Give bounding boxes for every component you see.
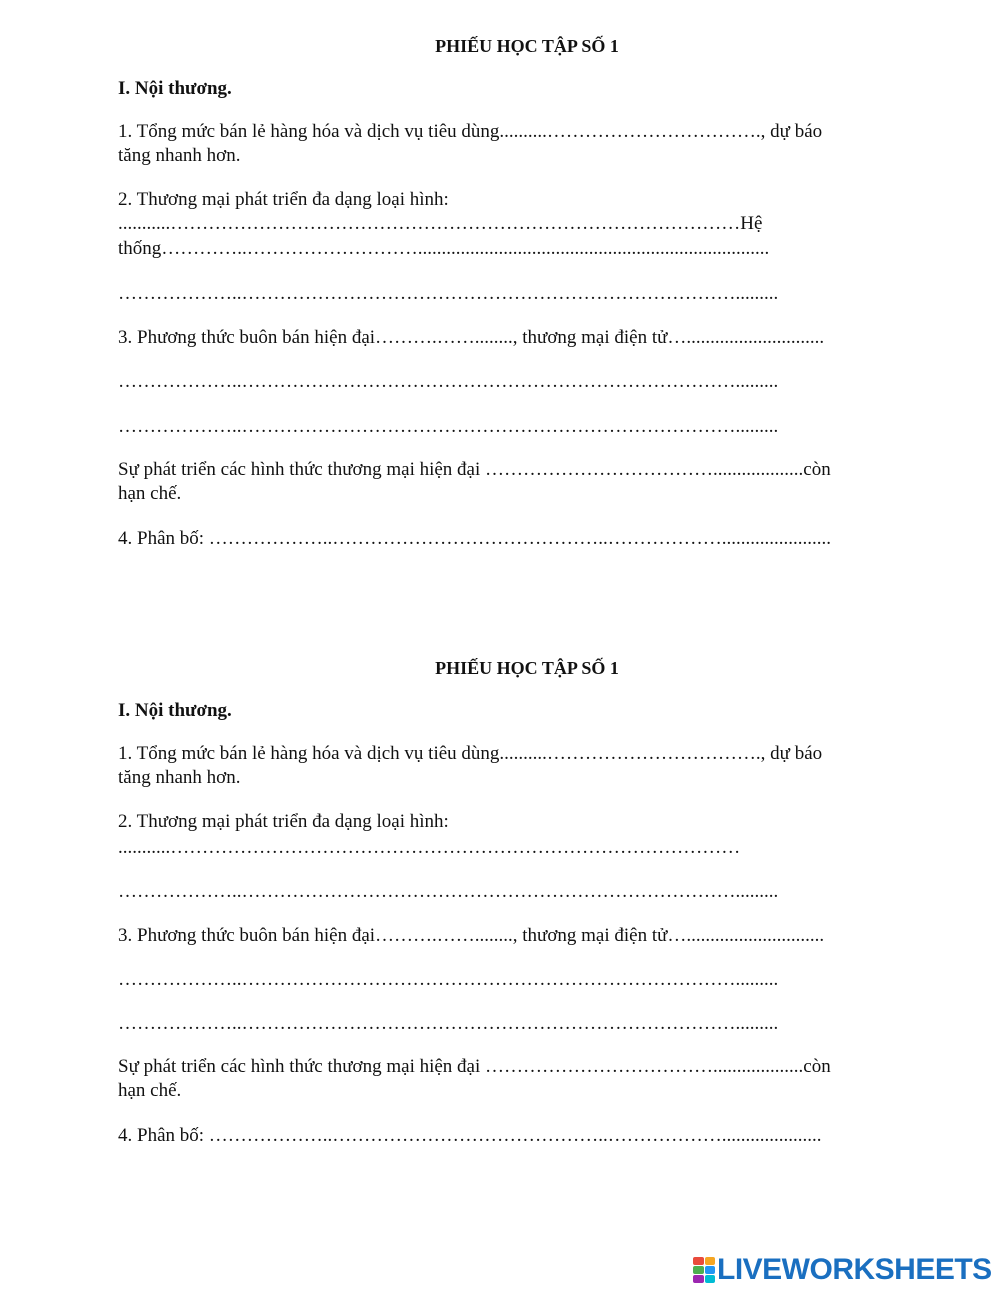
question-2-answer-line[interactable]: ………………..……………………………………………………………………......... xyxy=(118,881,779,902)
liveworksheets-wordmark: LIVEWORKSHEETS xyxy=(717,1253,992,1286)
question-3-line-4[interactable]: Sự phát triển các hình thức thương mại hiện đại ………………………………...................còn xyxy=(118,1056,831,1077)
worksheet-title: PHIẾU HỌC TẬP SỐ 1 xyxy=(435,658,619,678)
question-3-line-5: hạn chế. xyxy=(118,483,182,504)
question-2-answer-line[interactable]: ...........……………………………………………………………………………… xyxy=(118,837,741,858)
section-heading: I. Nội thương. xyxy=(118,700,232,721)
question-2-answer-line[interactable]: ………………..……………………………………………………………………......... xyxy=(118,283,779,304)
question-1-line-1: 1. Tổng mức bán lẻ hàng hóa và dịch vụ tiêu dùng..........……………………………., dự báo xyxy=(118,121,823,142)
question-3-line-5: hạn chế. xyxy=(118,1080,182,1101)
question-2-line-1: 2. Thương mại phát triển đa dạng loại hình: xyxy=(118,811,449,832)
question-4-line[interactable]: 4. Phân bố: ………………..……………………………………..………………..................... xyxy=(118,1125,822,1146)
question-1-line-2: tăng nhanh hơn. xyxy=(118,145,241,166)
question-2-answer-line[interactable]: thống…………..……………………….......................................................................... xyxy=(118,238,770,259)
worksheet-title: PHIẾU HỌC TẬP SỐ 1 xyxy=(435,36,619,56)
question-3-answer-line[interactable]: ………………..……………………………………………………………………......... xyxy=(118,969,779,990)
question-1-line-1: 1. Tổng mức bán lẻ hàng hóa và dịch vụ tiêu dùng..........……………………………., dự báo xyxy=(118,743,823,764)
question-3-line-1[interactable]: 3. Phương thức buôn bán hiện đại……….……........, thương mại điện tử…............................. xyxy=(118,327,825,348)
liveworksheets-logo xyxy=(693,1254,993,1286)
question-2-line-1: 2. Thương mại phát triển đa dạng loại hình: xyxy=(118,189,449,210)
question-3-line-1[interactable]: 3. Phương thức buôn bán hiện đại……….……........, thương mại điện tử…............................. xyxy=(118,925,825,946)
question-3-answer-line[interactable]: ………………..……………………………………………………………………......... xyxy=(118,371,779,392)
liveworksheets-mark-icon xyxy=(693,1257,715,1283)
question-3-answer-line[interactable]: ………………..……………………………………………………………………......... xyxy=(118,1013,779,1034)
question-2-answer-line[interactable]: ...........………………………………………………………………………………Hệ xyxy=(118,213,763,234)
question-3-answer-line[interactable]: ………………..……………………………………………………………………......... xyxy=(118,416,779,437)
question-4-line[interactable]: 4. Phân bố: ………………..……………………………………..………………....................... xyxy=(118,528,832,549)
section-heading: I. Nội thương. xyxy=(118,78,232,99)
question-1-line-2: tăng nhanh hơn. xyxy=(118,767,241,788)
question-3-line-4[interactable]: Sự phát triển các hình thức thương mại hiện đại ………………………………...................còn xyxy=(118,459,831,480)
